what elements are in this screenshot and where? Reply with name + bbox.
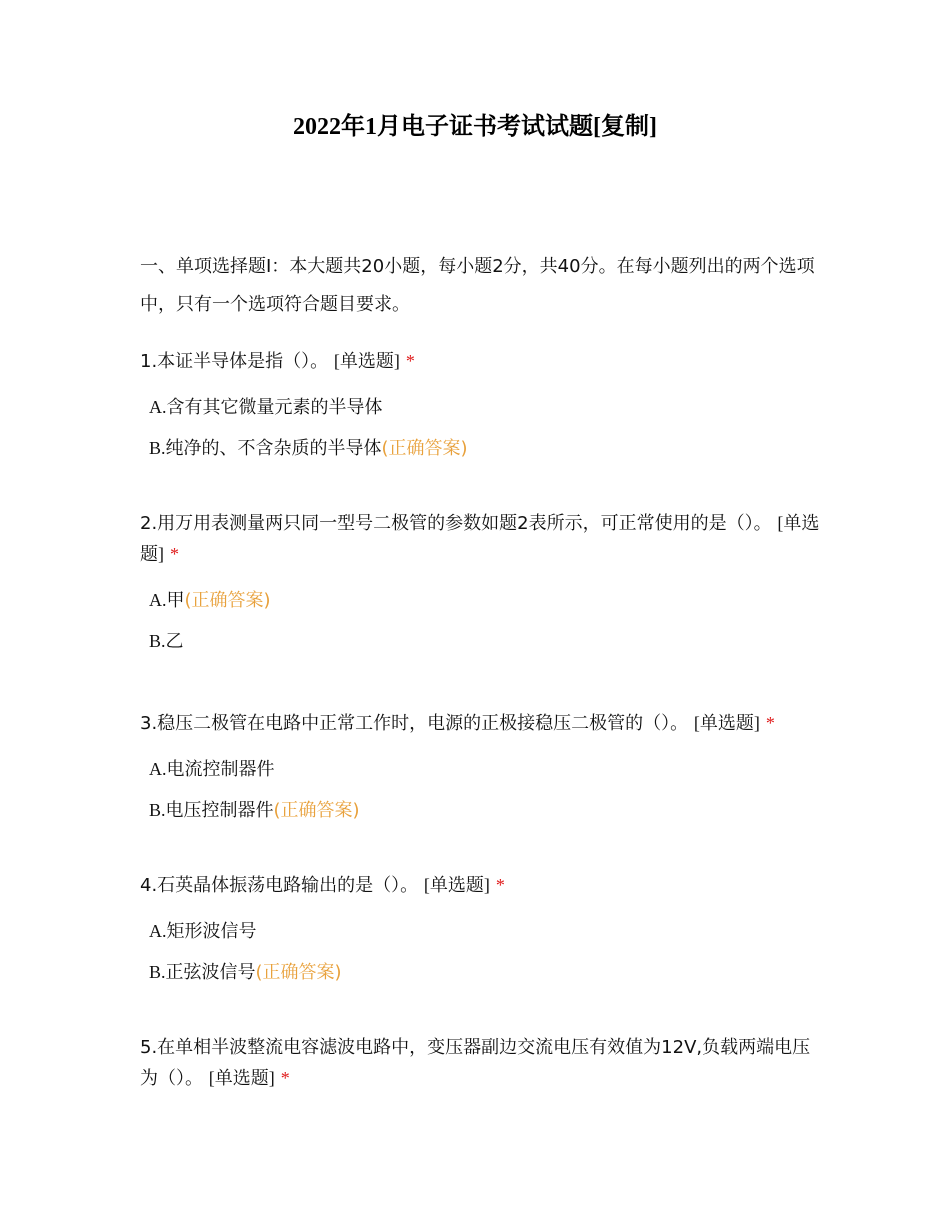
question-text: 3.稳压二极管在电路中正常工作时，电源的正极接稳压二极管的（）。 (140, 713, 689, 734)
required-mark: * (170, 544, 179, 564)
correct-answer-note: (正确答案) (381, 438, 468, 459)
question-text: 2.用万用表测量两只同一型号二极管的参数如题2表所示，可正常使用的是（）。 (140, 513, 772, 534)
option-a[interactable] (140, 580, 820, 621)
option-text: 乙 (165, 631, 184, 652)
question-text-line (140, 870, 820, 901)
option-list (140, 387, 820, 469)
question-text: 1.本证半导体是指（）。 (140, 351, 329, 372)
question-2 (140, 508, 820, 662)
option-text: 正弦波信号 (165, 962, 256, 983)
required-mark: * (405, 351, 415, 371)
option-b[interactable] (140, 621, 820, 662)
document-title: 2022年1月电子证书考试试题[复制] (293, 114, 657, 140)
option-list (140, 749, 820, 831)
question-text-line (140, 508, 820, 570)
question-3 (140, 708, 820, 831)
question-type-tag: [单选题] (140, 513, 820, 564)
question-type-tag: [单选题] (693, 713, 760, 733)
question-text-line (140, 346, 820, 377)
question-text-line (140, 708, 820, 739)
question-text-line (140, 1033, 820, 1094)
required-mark: * (495, 875, 505, 895)
option-text: 甲 (166, 590, 185, 611)
option-b[interactable] (140, 952, 820, 993)
option-label: B. (149, 962, 166, 982)
option-a[interactable] (140, 387, 820, 428)
option-list (140, 911, 820, 993)
option-a[interactable] (140, 749, 820, 790)
option-label: A. (149, 921, 167, 941)
question-text: 4.石英晶体振荡电路输出的是（）。 (140, 875, 419, 896)
option-label: A. (149, 759, 167, 779)
required-mark: * (765, 713, 775, 733)
question-1 (140, 346, 820, 469)
section-heading: 一、单项选择题Ⅰ：本大题共20小题，每小题2分，共40分。在每小题列出的两个选项中，只有一个选项符合题目要求。 (140, 256, 815, 315)
option-a[interactable] (140, 911, 820, 952)
option-text: 电压控制器件 (165, 800, 274, 821)
option-label: A. (149, 397, 167, 417)
question-type-tag: [单选题] (423, 875, 490, 895)
option-text: 矩形波信号 (166, 921, 257, 942)
option-label: A. (149, 590, 167, 610)
option-b[interactable] (140, 428, 820, 469)
option-text: 纯净的、不含杂质的半导体 (165, 438, 382, 459)
question-type-tag: [单选题] (208, 1068, 275, 1088)
option-list (140, 580, 820, 662)
question-text: 5.在单相半波整流电容滤波电路中，变压器副边交流电压有效值为12V,负载两端电压为（）。 (140, 1037, 811, 1089)
question-5 (140, 1033, 820, 1094)
required-mark: * (280, 1068, 290, 1088)
option-text: 含有其它微量元素的半导体 (166, 397, 383, 418)
option-label: B. (149, 800, 166, 820)
option-label: B. (149, 631, 166, 651)
correct-answer-note: (正确答案) (184, 590, 271, 611)
option-label: B. (149, 438, 166, 458)
correct-answer-note: (正确答案) (255, 962, 342, 983)
question-type-tag: [单选题] (333, 351, 400, 371)
option-text: 电流控制器件 (166, 759, 275, 780)
option-b[interactable] (140, 790, 820, 831)
correct-answer-note: (正确答案) (273, 800, 360, 821)
question-4 (140, 870, 820, 993)
